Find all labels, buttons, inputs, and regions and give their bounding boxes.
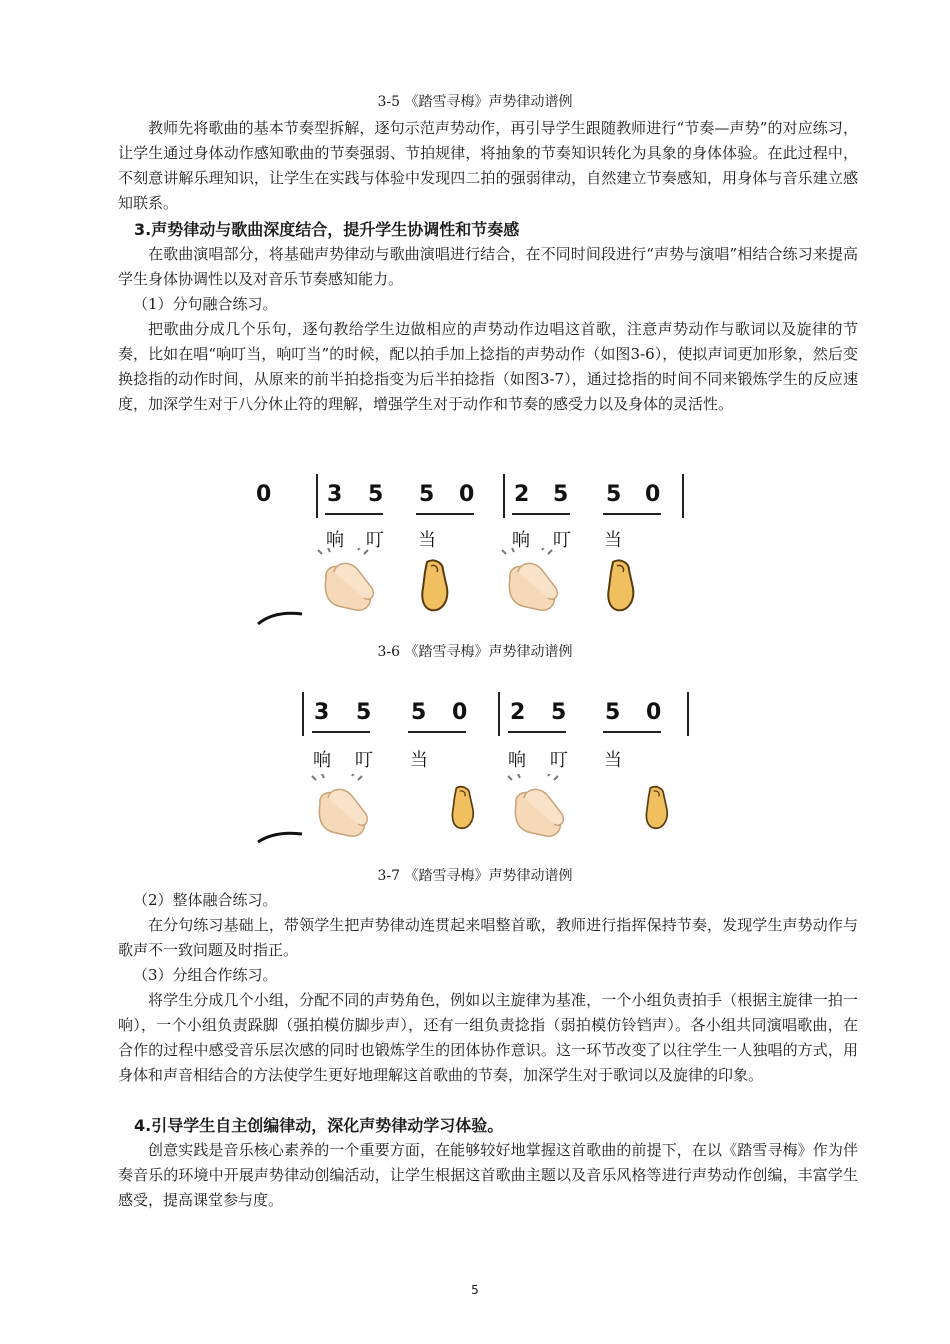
beam-line [312, 731, 370, 733]
note: 5 [368, 482, 384, 507]
barline [302, 692, 304, 736]
beam-line [508, 731, 566, 733]
lyric: 响 [326, 530, 344, 551]
barline [687, 692, 689, 736]
note: 5 [419, 482, 435, 507]
snap-icon [642, 784, 672, 832]
subheading-3: （3）分组合作练习。 [133, 966, 278, 984]
lyric: 叮 [553, 530, 571, 551]
paragraph-phrase-practice: 把歌曲分成几个乐句，逐句教给学生边做相应的声势动作边唱这首歌，注意声势动作与歌词以及旋律的节奏，比如在唱“响叮当，响叮当”的时候，配以拍手加上捻指的声势动作（如图3-6），使拟声词更加形象，然后变换捻指的动作时间，从原来的前半拍捻指变为后半拍捻指（如图3-7），通过捻指的时间不同来锻炼学生的反应速度，加深学生对于八分休止符的理解，增强学生对于动作和节奏的感受力以及身体的灵活性。 [118, 320, 858, 413]
note: 5 [605, 700, 621, 725]
clap-icon [500, 548, 560, 618]
section-heading-3: 3.声势律动与歌曲深度结合，提升学生协调性和节奏感 [134, 220, 520, 239]
barline [498, 692, 500, 736]
clap-icon [310, 774, 370, 844]
beam-line [416, 513, 474, 515]
snap-icon [448, 784, 478, 832]
snap-icon [603, 558, 639, 614]
paragraph-intro: 教师先将歌曲的基本节奏型拆解，逐句示范声势动作，再引导学生跟随教师进行“节奏—声势”的对应练习，让学生通过身体动作感知歌曲的节奏强弱、节拍规律，将抽象的节奏知识转化为具象的身体体验。在此过程中，不刻意讲解乐理知识，让学生在实践与体验中发现四二拍的强弱律动，自然建立节奏感知，用身体与音乐建立感知联系。 [118, 119, 858, 212]
score-figure-3-7 [0, 680, 950, 850]
lyric: 当 [410, 750, 428, 771]
barline [316, 474, 318, 518]
figure-caption-3-6: 3-6 《踏雪寻梅》声势律动谱例 [377, 644, 573, 660]
note: 5 [411, 700, 427, 725]
clap-icon [316, 548, 376, 618]
figure-caption-3-5: 3-5 《踏雪寻梅》声势律动谱例 [377, 94, 573, 110]
barline [503, 474, 505, 518]
page-number: 5 [471, 1283, 479, 1297]
section-heading-4: 4.引导学生自主创编律动，深化声势律动学习体验。 [134, 1116, 504, 1135]
subheading-2: （2）整体融合练习。 [133, 891, 278, 909]
beam-line [325, 513, 383, 515]
note: 5 [606, 482, 622, 507]
snap-icon [417, 558, 453, 614]
slur-mark [256, 608, 306, 628]
paragraph-group-practice: 将学生分成几个小组，分配不同的声势角色，例如以主旋律为基准，一个小组负责拍手（根据主旋律一拍一响），一个小组负责跺脚（强拍模仿脚步声），还有一组负责捻指（弱拍模仿铃铛声）。各小组共同演唱歌曲，在合作的过程中感受音乐层次感的同时也锻炼学生的团体协作意识。这一环节改变了以往学生一人独唱的方式，用身体和声音相结合的方法使学生更好地理解这首歌曲的节奏，加深学生对于歌词以及旋律的印象。 [118, 991, 858, 1084]
lyric: 叮 [550, 750, 568, 771]
note: 3 [314, 700, 330, 725]
figure-caption-3-7: 3-7 《踏雪寻梅》声势律动谱例 [377, 868, 573, 884]
barline [682, 474, 684, 518]
lyric: 当 [604, 530, 622, 551]
slur-mark [256, 828, 306, 848]
score-figure-3-6 [0, 460, 950, 630]
note: 5 [356, 700, 372, 725]
note: 0 [645, 482, 661, 507]
lyric: 响 [512, 530, 530, 551]
note: 0 [646, 700, 662, 725]
note: 0 [452, 700, 468, 725]
note: 2 [510, 700, 526, 725]
lyric: 响 [508, 750, 526, 771]
clap-icon [506, 774, 566, 844]
lyric: 当 [604, 750, 622, 771]
lyric: 叮 [355, 750, 373, 771]
paragraph-section3: 在歌曲演唱部分，将基础声势律动与歌曲演唱进行结合，在不同时间段进行“声势与演唱”相结合练习来提高学生身体协调性以及对音乐节奏感知能力。 [118, 245, 858, 288]
beam-line [512, 513, 570, 515]
beam-line [408, 731, 466, 733]
score-lead-rest: 0 [256, 482, 272, 507]
beam-line [603, 731, 661, 733]
note: 5 [553, 482, 569, 507]
note: 3 [327, 482, 343, 507]
note: 5 [551, 700, 567, 725]
lyric: 响 [313, 750, 331, 771]
paragraph-whole-practice: 在分句练习基础上，带领学生把声势律动连贯起来唱整首歌，教师进行指挥保持节奏，发现学生声势动作与歌声不一致问题及时指正。 [118, 916, 858, 959]
lyric: 当 [418, 530, 436, 551]
subheading-1: （1）分句融合练习。 [133, 295, 278, 313]
beam-line [603, 513, 661, 515]
paragraph-section4: 创意实践是音乐核心素养的一个重要方面，在能够较好地掌握这首歌曲的前提下，在以《踏雪寻梅》作为伴奏音乐的环境中开展声势律动创编活动，让学生根据这首歌曲主题以及音乐风格等进行声势动作创编，丰富学生感受，提高课堂参与度。 [118, 1141, 858, 1209]
lyric: 叮 [366, 530, 384, 551]
note: 2 [514, 482, 530, 507]
note: 0 [459, 482, 475, 507]
